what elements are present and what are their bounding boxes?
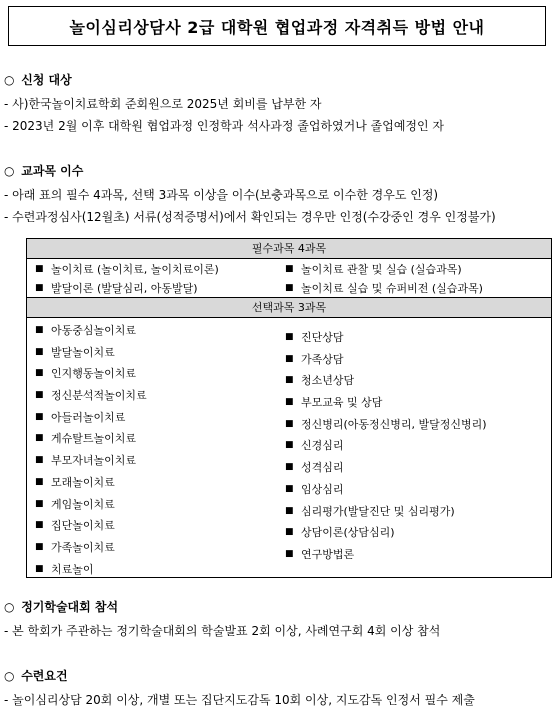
page-title-box: [8, 6, 546, 46]
course-name: 심리평가(발달진단 및 심리평가): [301, 504, 455, 518]
list-item: [277, 260, 483, 279]
circle-marker-icon: ○: [4, 73, 15, 87]
course-name: 가족상담: [301, 352, 344, 366]
section-heading: [4, 667, 475, 685]
list-item: [277, 392, 487, 414]
required-left-column: [27, 260, 219, 298]
section-line: - 사)한국놀이치료학회 준회원으로 2025년 회비를 납부한 자: [4, 97, 322, 111]
square-bullet-icon: ■: [35, 390, 44, 401]
square-bullet-icon: ■: [285, 375, 294, 386]
course-name: 치료놀이: [51, 562, 94, 576]
list-item: [277, 435, 487, 457]
list-item: [27, 363, 147, 385]
course-name: 상담이론(상담심리): [301, 526, 395, 540]
square-bullet-icon: ■: [35, 264, 44, 274]
course-name: 집단놀이치료: [51, 519, 115, 533]
square-bullet-icon: ■: [35, 563, 44, 574]
course-name: 놀이치료 실습 및 슈퍼비전 (실습과목): [301, 282, 483, 295]
square-bullet-icon: ■: [35, 346, 44, 357]
square-bullet-icon: ■: [285, 440, 294, 451]
list-item: [277, 522, 487, 544]
list-item: [27, 407, 147, 429]
square-bullet-icon: ■: [35, 541, 44, 552]
section-heading-text: 교과목 이수: [21, 164, 84, 178]
elective-right-column: [277, 327, 487, 566]
square-bullet-icon: ■: [285, 397, 294, 408]
section-courses: [4, 162, 496, 228]
list-item: [27, 342, 147, 364]
list-item: [27, 279, 219, 298]
list-item: [27, 472, 147, 494]
course-name: 임상심리: [301, 482, 344, 496]
page-title: 놀이심리상담사 2급 대학원 협업과정 자격취득 방법 안내: [69, 17, 485, 37]
square-bullet-icon: ■: [285, 548, 294, 559]
square-bullet-icon: ■: [285, 283, 294, 293]
square-bullet-icon: ■: [35, 411, 44, 422]
elective-courses-row: [27, 318, 551, 576]
list-item: [277, 279, 483, 298]
elective-left-column: [27, 320, 147, 580]
section-heading-text: 정기학술대회 참석: [21, 600, 119, 614]
section-heading: [4, 162, 496, 180]
course-name: 진단상담: [301, 331, 344, 344]
course-name: 청소년상담: [301, 374, 355, 388]
list-item: [27, 515, 147, 537]
list-item: [27, 559, 147, 581]
square-bullet-icon: ■: [285, 332, 294, 342]
list-item: [277, 457, 487, 479]
course-name: 연구방법론: [301, 547, 355, 561]
section-heading: [4, 71, 444, 89]
section-line: - 아래 표의 필수 4과목, 선택 3과목 이상을 이수(보충과목으로 이수한 경우도 인정): [4, 188, 439, 202]
list-item: [27, 494, 147, 516]
required-right-column: [277, 260, 483, 298]
course-name: 아들러놀이치료: [51, 410, 126, 424]
section-heading: [4, 598, 440, 616]
square-bullet-icon: ■: [285, 505, 294, 516]
square-bullet-icon: ■: [35, 368, 44, 379]
section-line: - 수련과정심사(12월초) 서류(성적증명서)에서 확인되는 경우만 인정(수강중인 경우 인정불가): [4, 210, 496, 224]
section-line: - 놀이심리상담 20회 이상, 개별 또는 집단지도감독 10회 이상, 지도감독 인정서 필수 제출: [4, 693, 475, 707]
section-heading-text: 수련요건: [21, 669, 68, 683]
square-bullet-icon: ■: [35, 476, 44, 487]
square-bullet-icon: ■: [35, 520, 44, 531]
course-name: 인지행동놀이치료: [51, 367, 137, 381]
square-bullet-icon: ■: [285, 264, 294, 274]
required-courses-row: [27, 259, 551, 297]
course-name: 발달놀이치료: [51, 345, 115, 359]
section-line: - 2023년 2월 이후 대학원 협업과정 인정학과 석사과정 졸업하였거나 졸업예정인 자: [4, 119, 445, 133]
list-item: [277, 414, 487, 436]
square-bullet-icon: ■: [285, 483, 294, 494]
required-courses-header: 필수과목 4과목: [27, 239, 551, 259]
square-bullet-icon: ■: [35, 498, 44, 509]
list-item: [27, 320, 147, 342]
list-item: [27, 260, 219, 279]
circle-marker-icon: ○: [4, 164, 15, 178]
section-conference: [4, 598, 440, 642]
course-name: 성격심리: [301, 461, 344, 475]
list-item: [277, 349, 487, 371]
course-name: 신경심리: [301, 439, 344, 453]
course-name: 아동중심놀이치료: [51, 324, 137, 337]
square-bullet-icon: ■: [35, 283, 44, 293]
square-bullet-icon: ■: [35, 455, 44, 466]
section-line: - 본 학회가 주관하는 정기학술대회의 학술발표 2회 이상, 사례연구회 4회 이상 참석: [4, 624, 441, 638]
list-item: [277, 479, 487, 501]
course-name: 놀이치료 관찰 및 실습 (실습과목): [301, 263, 462, 276]
course-name: 발달이론 (발달심리, 아동발달): [51, 282, 198, 295]
list-item: [27, 450, 147, 472]
course-name: 정신병리(아동정신병리, 발달정신병리): [301, 417, 487, 431]
square-bullet-icon: ■: [285, 418, 294, 429]
list-item: [277, 370, 487, 392]
list-item: [27, 537, 147, 559]
section-training: [4, 667, 475, 711]
list-item: [277, 544, 487, 566]
course-name: 부모교육 및 상담: [301, 396, 383, 410]
section-eligibility: [4, 71, 444, 137]
course-table: [26, 238, 552, 578]
elective-courses-header: 선택과목 3과목: [27, 297, 551, 318]
square-bullet-icon: ■: [285, 527, 294, 538]
square-bullet-icon: ■: [35, 325, 44, 335]
course-name: 놀이치료 (놀이치료, 놀이치료이론): [51, 263, 219, 276]
course-name: 부모자녀놀이치료: [51, 454, 137, 468]
circle-marker-icon: ○: [4, 600, 15, 614]
list-item: [277, 327, 487, 349]
course-name: 모래놀이치료: [51, 475, 115, 489]
course-name: 가족놀이치료: [51, 540, 115, 554]
circle-marker-icon: ○: [4, 669, 15, 683]
square-bullet-icon: ■: [285, 353, 294, 364]
list-item: [27, 428, 147, 450]
section-heading-text: 신청 대상: [21, 73, 72, 87]
list-item: [27, 385, 147, 407]
square-bullet-icon: ■: [285, 462, 294, 473]
square-bullet-icon: ■: [35, 433, 44, 444]
list-item: [277, 501, 487, 523]
course-name: 게슈탈트놀이치료: [51, 432, 137, 446]
course-name: 정신분석적놀이치료: [51, 389, 147, 403]
course-name: 게임놀이치료: [51, 497, 115, 511]
